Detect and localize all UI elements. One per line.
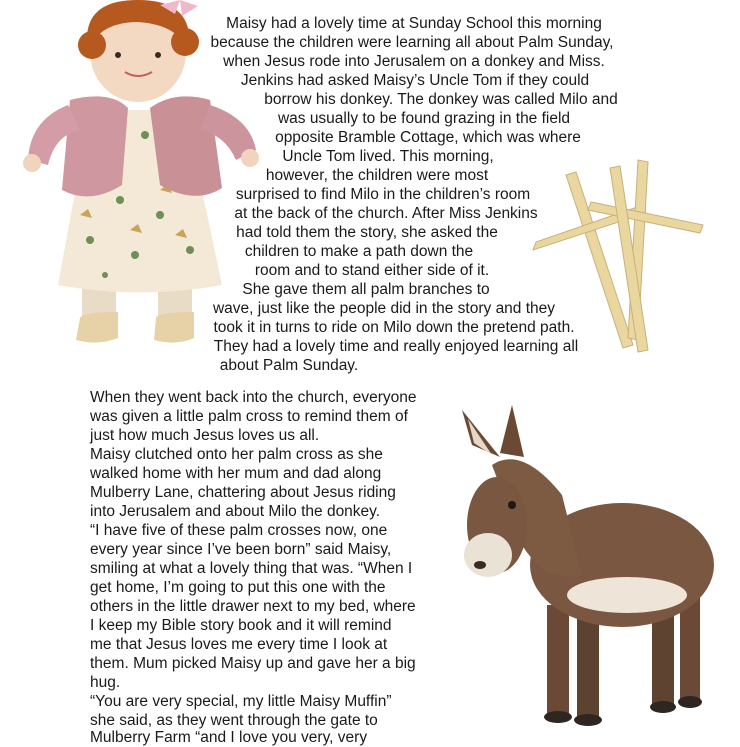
story-line: smiling at what a lovely thing that was. “When I	[90, 560, 413, 577]
story-line: just how much Jesus loves us all.	[90, 427, 320, 444]
story-line: about Palm Sunday.	[219, 357, 359, 374]
story-line: Uncle Tom lived. This morning,	[282, 148, 494, 165]
story-line: They had a lovely time and really enjoyed learning all	[213, 338, 579, 355]
story-line: children to make a path down the	[244, 243, 474, 260]
story-line: hug.	[90, 674, 121, 691]
story-line: however, the children were most	[265, 167, 489, 184]
story-line: wave, just like the people did in the story and they	[212, 300, 556, 317]
story-line: surprised to find Milo in the children’s room	[235, 186, 531, 203]
story-line: them. Mum picked Maisy up and gave her a big	[90, 655, 416, 672]
story-line: “You are very special, my little Maisy Muffin”	[90, 693, 392, 710]
story-line: Mulberry Farm “and I love you very, very	[90, 729, 368, 746]
story-line: was usually to be found grazing in the field	[277, 110, 571, 127]
story-line: “I have five of these palm crosses now, one	[90, 522, 388, 539]
story-line: When they went back into the church, everyone	[90, 389, 417, 406]
story-line: She gave them all palm branches to	[242, 281, 490, 298]
story-line: room and to stand either side of it.	[254, 262, 490, 279]
story-line: get home, I’m going to put this one with the	[90, 579, 386, 596]
donkey-photo	[452, 405, 714, 730]
story-line: Jenkins had asked Maisy’s Uncle Tom if they could	[240, 72, 590, 89]
story-line: because the children were learning all about Palm Sunday,	[210, 34, 614, 51]
story-line: Maisy clutched onto her palm cross as she	[90, 446, 383, 463]
story-line: opposite Bramble Cottage, which was where	[275, 129, 581, 146]
story-line: at the back of the church. After Miss Jenkins	[234, 205, 538, 222]
story-line: every year since I’ve been born” said Maisy,	[90, 541, 392, 558]
story-line: took it in turns to ride on Milo down the pretend path.	[213, 319, 575, 336]
story-line: Maisy had a lovely time at Sunday School this morning	[226, 15, 602, 32]
story-line: when Jesus rode into Jerusalem on a donkey and Miss.	[223, 53, 605, 70]
story-line: she said, as they went through the gate to	[90, 712, 378, 729]
story-line: borrow his donkey. The donkey was called Milo and	[264, 91, 618, 108]
story-line: others in the little drawer next to my bed, where	[90, 598, 416, 615]
story-line: I keep my Bible story book and it will remind	[90, 617, 392, 634]
story-line: walked home with her mum and dad along	[90, 465, 382, 482]
story-line: was given a little palm cross to remind them of	[90, 408, 408, 425]
story-line: Mulberry Lane, chattering about Jesus riding	[90, 484, 396, 501]
story-line: me that Jesus loves me every time I look at	[90, 636, 388, 653]
story-line: had told them the story, she asked the	[236, 224, 498, 241]
story-line: into Jerusalem and about Milo the donkey.	[90, 503, 381, 520]
